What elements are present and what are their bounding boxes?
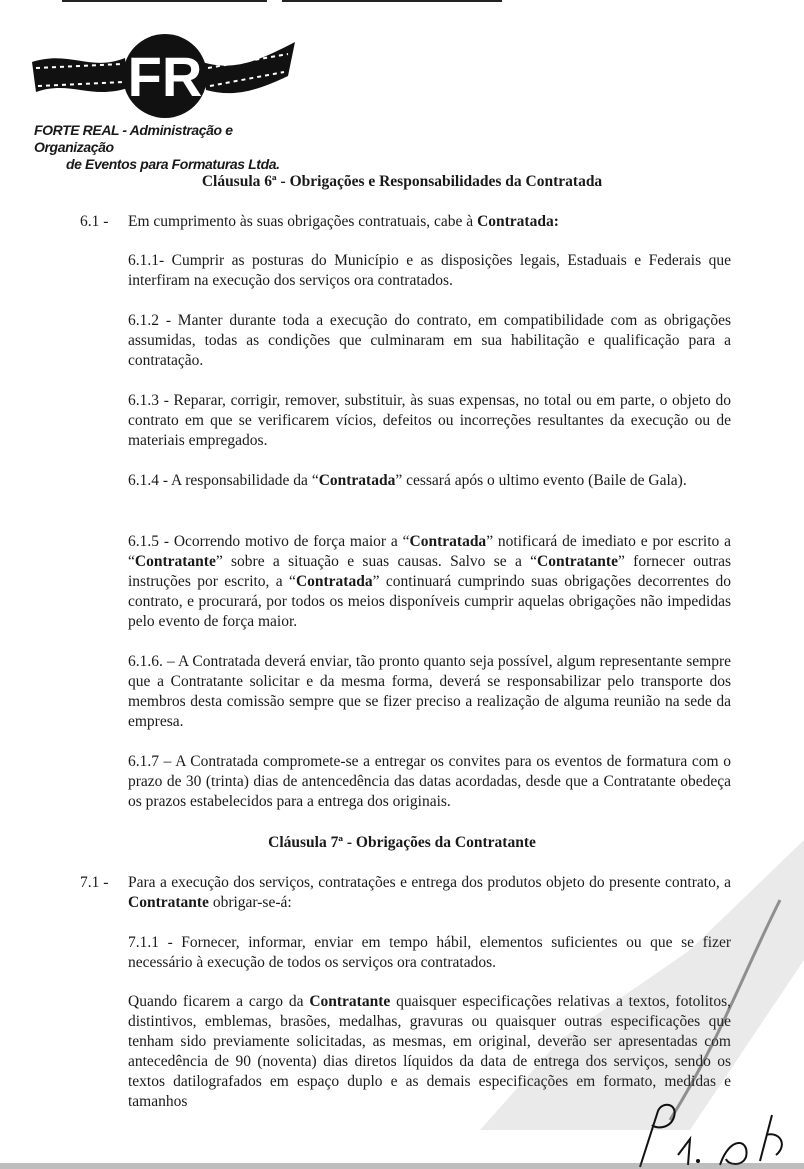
paragraph-6-1-5: 6.1.5 - Ocorrendo motivo de força maior a “Contratada” notificará de imediato e por escrito a “Contratante” sobre a situação e suas causas. Salvo se a “Contratante” fornecer outras instruções por escrito, a “Contratada” continuará cumprindo suas obrigações decorrentes do contrato, e procurará, por todos os meios disponíveis cumprir aquelas obrigações não impedidas pelo evento de força maior. — [128, 533, 731, 630]
clause-7-title: Cláusula 7ª - Obrigações da Contratante — [268, 834, 536, 851]
scan-smudge — [440, 840, 804, 1130]
paragraph-6-1-2: 6.1.2 - Manter durante toda a execução do contrato, em compatibilidade com as obrigações assumidas, todas as condições que culminaram em sua habilitação e qualificação para a contratação. — [128, 312, 731, 369]
item-6-1-text: Em cumprimento às suas obrigações contratuais, cabe à Contratada: — [128, 213, 559, 230]
clause-6-title: Cláusula 6ª - Obrigações e Responsabilidades da Contratada — [201, 173, 603, 190]
top-border-line — [282, 0, 502, 2]
company-name-line2: de Eventos para Formaturas Ltda. — [66, 156, 280, 172]
company-name-line1: FORTE REAL - Administração e Organização — [34, 122, 233, 155]
paragraph-7-1-1: 7.1.1 - Fornecer, informar, enviar em tempo hábil, elementos suficientes ou que se fizer necessário à execução de todos os serviços ora contratados. — [128, 934, 731, 971]
paragraph-quando: Quando ficarem a cargo da Contratante quaisquer especificações relativas a textos, fotolitos, distintivos, emblemas, brasões, medalhas, gravuras ou quaisquer outras especificações que tenham sido previamente solicitadas, as mesmas, em original, deverão ser apresentadas com antecedência de 90 (noventa) dias diretos líquidos da data de entrega dos serviços, sendo os textos datilografados em espaço duplo e as demais especificações em formato, medidas e tamanhos — [128, 993, 731, 1110]
paragraph-6-1-3: 6.1.3 - Reparar, corrigir, remover, substituir, às suas expensas, no total ou em parte, o objeto do contrato em que se verificarem vícios, defeitos ou incorreções resultantes da execução ou de materiais empregados. — [128, 392, 731, 449]
scan-bottom-edge — [0, 1158, 804, 1169]
item-6-1-number: 6.1 - — [80, 213, 109, 230]
item-7-1-number: 7.1 - — [80, 874, 109, 891]
logo-letters: FR — [127, 45, 203, 108]
top-border-line — [62, 0, 267, 2]
item-7-1-text: Para a execução dos serviços, contratações e entrega dos produtos objeto do presente contrato, a Contratante obrigar-se-á: — [128, 874, 731, 911]
paragraph-6-1-7: 6.1.7 – A Contratada compromete-se a entregar os convites para os eventos de formatura com o prazo de 30 (trinta) dias de antencedência das datas acordadas, desde que a Contratante obedeça os prazos estabelecidos para a entrega dos originais. — [128, 753, 731, 810]
paragraph-6-1-6: 6.1.6. – A Contratada deverá enviar, tão pronto quanto seja possível, algum representante sempre que a Contratante solicitar e da mesma forma, deverá se responsabilizar pelo transporte dos membros desta comissão sempre que se fizer preciso a realização de alguma reunião na sede da empresa. — [128, 653, 731, 730]
paragraph-6-1-4: 6.1.4 - A responsabilidade da “Contratada” cessará após o ultimo evento (Baile de Gala). — [128, 472, 687, 489]
company-name — [34, 122, 314, 173]
paragraph-6-1-1: 6.1.1- Cumprir as posturas do Município e as disposições legais, Estaduais e Federais que interfiram na execução dos serviços ora contratados. — [128, 252, 731, 289]
